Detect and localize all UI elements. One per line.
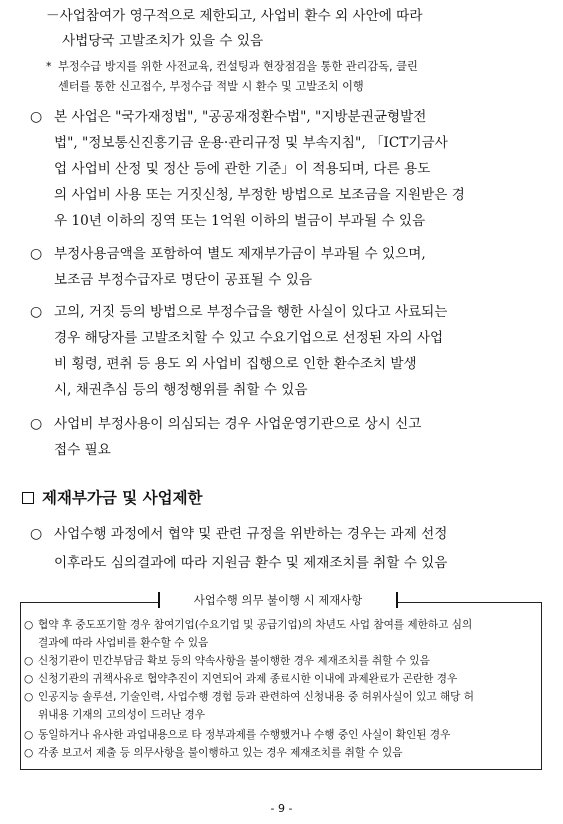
note-marker: *: [46, 60, 52, 73]
bullet-1-line-1: 본 사업은 "국가재정법", "공공재정환수법", "지방분권균형발전: [54, 109, 427, 125]
top-sub-line-1: －사업참여가 영구적으로 제한되고, 사업비 환수 외 사안에 따라: [46, 8, 423, 24]
bullet-3-line-2: 경우 해당자를 고발조치할 수 있고 수요기업으로 선정된 자의 사업: [54, 330, 444, 346]
bullet-4-line-1: 사업비 부정사용이 의심되는 경우 사업운영기관으로 상시 신고: [54, 416, 422, 432]
section-title: 제재부가금 및 사업제한: [42, 489, 203, 507]
table-item-6-line-1: 각종 보고서 제출 등 의무사항을 불이행하고 있는 경우 제재조치를 취할 수 있음: [38, 747, 403, 759]
table-item-marker: ○: [24, 729, 34, 741]
section-square-marker: [22, 492, 34, 504]
table-item-1-line-2: 결과에 따라 사업비를 환수할 수 있음: [38, 637, 209, 649]
table-item-2-line-1: 신청기관이 민간부담금 확보 등의 약속사항을 불이행한 경우 제재조치를 취할 수 있음: [38, 655, 430, 667]
bullet-3-line-4: 시, 채권추심 등의 행정행위를 취할 수 있음: [54, 382, 308, 398]
table-item-4-line-1: 인공지능 솔루션, 기술인력, 사업수행 경험 등과 관련하여 신청내용 중 허위사실이 있고 해당 허: [38, 691, 475, 703]
bullet-2-line-1: 부정사용금액을 포함하여 별도 제재부가금이 부과될 수 있으며,: [54, 246, 426, 262]
bullet-1-line-5: 우 10년 이하의 징역 또는 1억원 이하의 벌금이 부과될 수 있음: [54, 213, 426, 229]
table-item-3-line-1: 신청기관의 귀책사유로 협약추진이 지연되어 과제 종료시한 이내에 과제완료가 곤란한 경우: [38, 673, 458, 685]
table-item-1-line-1: 협약 후 중도포기할 경우 참여기업(수요기업 및 공급기업)의 차년도 사업 참여를 제한하고 심의: [38, 619, 473, 631]
table-item-marker: ○: [24, 619, 34, 631]
bullet-marker: ○: [30, 304, 43, 320]
bullet-3-line-3: 비 횡령, 편취 등 용도 외 사업비 집행으로 인한 환수조치 발생: [54, 356, 417, 372]
bullet-marker: ○: [30, 526, 43, 542]
note-line-2: 센터를 통한 신고접수, 부정수급 적발 시 환수 및 고발조치 이행: [58, 80, 364, 93]
bullet-marker: ○: [30, 416, 43, 432]
bullet-1-line-4: 의 사업비 사용 또는 거짓신청, 부정한 방법으로 보조금을 지원받은 경: [54, 187, 465, 203]
bullet-marker: ○: [30, 109, 43, 125]
table-item-marker: ○: [24, 747, 34, 759]
table-item-marker: ○: [24, 673, 34, 685]
bullet-3-line-1: 고의, 거짓 등의 방법으로 부정수급을 행한 사실이 있다고 사료되는: [54, 304, 448, 320]
table-item-4-line-2: 위내용 기재의 고의성이 드러난 경우: [38, 709, 205, 721]
bullet-2-line-2: 보조금 부정수급자로 명단이 공표될 수 있음: [54, 272, 312, 288]
bullet-4-line-2: 접수 필요: [54, 442, 111, 458]
table-item-5-line-1: 동일하거나 유사한 과업내용으로 타 정부과제를 수행했거나 수행 중인 사실이 확인된 경우: [38, 729, 451, 741]
table-item-marker: ○: [24, 655, 34, 667]
bullet-1-line-3: 업 사업비 산정 및 정산 등에 관한 기준」이 적용되며, 다른 용도: [54, 161, 431, 177]
bullet-marker: ○: [30, 246, 43, 262]
bullet-1-line-2: 법", "정보통신진흥기금 운용·관리규정 및 부속지침", 「ICT기금사: [54, 135, 448, 151]
top-sub-line-2: 사법당국 고발조치가 있을 수 있음: [62, 33, 264, 49]
note-line-1: 부정수급 방지를 위한 사전교육, 컨설팅과 현장점검을 통한 관리감독, 클린: [58, 60, 418, 73]
table-item-marker: ○: [24, 691, 34, 703]
sanctions-table-title: 사업수행 의무 불이행 시 제재사항: [158, 590, 398, 610]
section-bullet-line-1: 사업수행 과정에서 협약 및 관련 규정을 위반하는 경우는 과제 선정: [54, 526, 448, 542]
page-number: - 9 -: [270, 802, 293, 815]
section-bullet-line-2: 이후라도 심의결과에 따라 지원금 환수 및 제재조치를 취할 수 있음: [54, 555, 448, 571]
